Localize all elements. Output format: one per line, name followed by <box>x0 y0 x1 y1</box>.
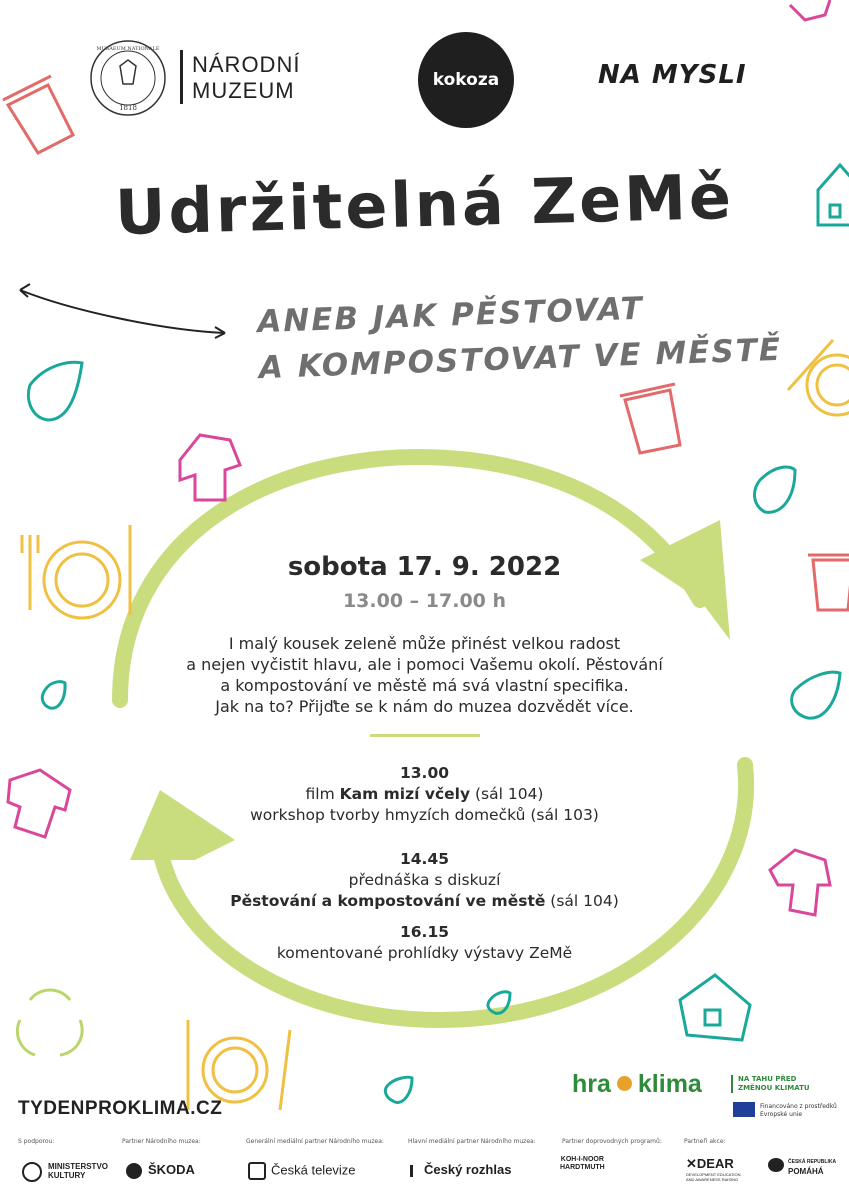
cr-pomaha-icon <box>768 1158 784 1172</box>
na-mysli-logo: NA MYSLI <box>598 60 747 90</box>
program-text: film <box>305 785 340 803</box>
klima-text: klima <box>637 1070 702 1098</box>
skoda-wing-icon <box>126 1163 142 1179</box>
eu-line2: Evropské unie <box>760 1111 803 1118</box>
eu-flag-icon <box>733 1102 755 1117</box>
section-divider <box>370 734 480 737</box>
skoda-logo <box>126 1162 195 1179</box>
program-lecture-title: Pěstování a kompostování ve městě <box>230 892 546 910</box>
event-description <box>0 633 849 717</box>
partner-caption: Generální mediální partner Národního muzea: <box>246 1138 384 1145</box>
program-film-title: Kam mizí včely <box>339 785 471 803</box>
subtitle <box>257 281 783 391</box>
logo-text: ŠKODA <box>148 1162 195 1177</box>
logo-text: Česká televize <box>271 1162 356 1178</box>
logo-text: Český rozhlas <box>424 1162 512 1177</box>
ministerstvo-kultury-logo <box>22 1162 109 1182</box>
hra-o-klima-logo <box>572 1070 702 1099</box>
logo-subtext: DEVELOPMENT EDUCATION AND AWARENESS RAISING <box>686 1172 741 1182</box>
partner-caption: Hlavní mediální partner Národního muzea: <box>408 1138 536 1145</box>
subtitle-line2: A KOMPOSTOVAT VE MĚSTĚ <box>258 331 783 387</box>
logo-text: KOH-I-NOOR <box>560 1156 604 1163</box>
museum-name <box>192 52 300 104</box>
logo-text: POMÁHÁ <box>788 1167 824 1176</box>
logo-text: HARDTMUTH <box>560 1164 605 1171</box>
ministry-circle-icon <box>22 1162 42 1182</box>
program-item <box>0 763 849 826</box>
event-time: 13.00 – 17.00 h <box>342 590 507 612</box>
museum-seal-logo <box>88 38 168 118</box>
ceska-republika-pomaha-logo <box>768 1158 837 1176</box>
partner-caption: Partner Národního muzea: <box>122 1138 201 1145</box>
seal-text: MUSAEUM NATIONALE <box>96 46 160 52</box>
description-line: a nejen vyčistit hlavu, ale i pomoci Vašemu okolí. Pěstování <box>186 655 663 674</box>
museum-divider <box>180 50 183 104</box>
dear-x-icon: ✕ <box>686 1156 697 1171</box>
program-item <box>0 849 849 912</box>
main-title: Udržitelná ZeMě <box>114 159 735 250</box>
hra-text: hra <box>572 1070 611 1098</box>
program-line: komentované prohlídky výstavy ZeMě <box>276 944 573 962</box>
hra-o-klima-tagline <box>731 1075 810 1093</box>
logo-text: DEAR <box>696 1156 734 1171</box>
tagline-line2: ZMĚNOU KLIMATU <box>738 1084 810 1092</box>
program-time: 16.15 <box>399 923 450 941</box>
cesky-rozhlas-logo <box>410 1162 511 1177</box>
website-link[interactable]: TYDENPROKLIMA.CZ <box>18 1098 223 1119</box>
program-line <box>0 891 849 912</box>
program-item <box>0 922 849 964</box>
program-room: (sál 104) <box>545 892 619 910</box>
partner-caption: Partneři akce: <box>684 1138 726 1145</box>
event-date: sobota 17. 9. 2022 <box>287 552 562 582</box>
globe-icon <box>617 1076 632 1091</box>
seal-year: 1818 <box>119 104 137 112</box>
program-line: workshop tvorby hmyzích domečků (sál 103) <box>250 806 599 824</box>
partner-caption: Partner doprovodných programů: <box>562 1138 662 1145</box>
dear-logo <box>686 1156 746 1182</box>
eu-funding-note <box>760 1103 837 1119</box>
program-line: přednáška s diskuzí <box>348 871 501 889</box>
logo-text: MINISTERSTVO <box>48 1162 109 1171</box>
koh-i-noor-logo <box>560 1156 605 1172</box>
museum-name-line2: MUZEUM <box>192 78 295 103</box>
logo-text: KULTURY <box>48 1171 86 1180</box>
description-line: Jak na to? Přijďte se k nám do muzea dozvědět více. <box>215 697 634 716</box>
museum-name-line1: NÁRODNÍ <box>192 52 301 77</box>
program-time: 14.45 <box>399 850 450 868</box>
kokoza-logo: kokoza <box>418 32 514 128</box>
eu-line1: Financováno z prostředků <box>760 1103 837 1110</box>
program-line <box>0 784 849 805</box>
description-line: I malý kousek zeleně může přinést velkou radost <box>228 634 621 653</box>
partner-caption: S podporou: <box>18 1138 55 1145</box>
recycle-icon <box>17 990 82 1055</box>
program-room: (sál 104) <box>470 785 544 803</box>
subtitle-line1: ANEB JAK PĚSTOVAT <box>256 290 645 341</box>
logo-text: ČESKÁ REPUBLIKA <box>788 1159 837 1165</box>
tagline-line1: NA TAHU PŘED <box>738 1075 797 1083</box>
double-arrow-icon <box>20 284 225 338</box>
description-line: a kompostování ve městě má svá vlastní specifika. <box>220 676 629 695</box>
ceska-televize-logo <box>248 1162 356 1180</box>
ct-icon <box>248 1162 266 1180</box>
water-drop-icon <box>28 362 840 1102</box>
cro-icon <box>410 1165 421 1177</box>
program-time: 13.00 <box>399 764 450 782</box>
